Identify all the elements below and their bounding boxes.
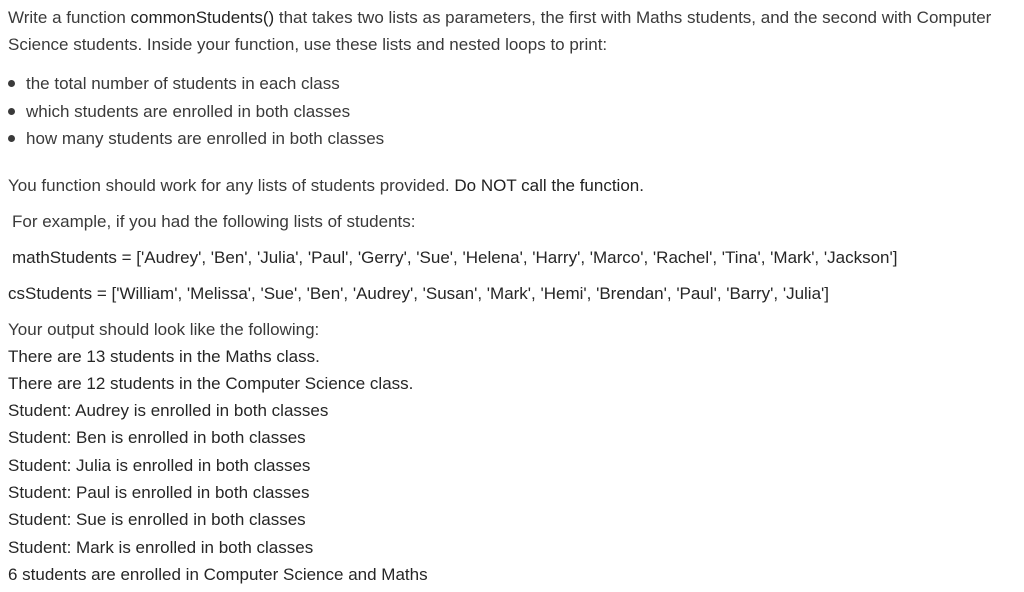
bullet-icon: [8, 108, 15, 115]
list-item-text: the total number of students in each class: [26, 74, 340, 93]
intro-paragraph: [8, 4, 1004, 58]
function-name: commonStudents(): [130, 8, 275, 27]
output-line: 6 students are enrolled in Computer Science and Maths: [8, 564, 428, 584]
intro-text-end: that takes two lists as parameters, the first with Maths students, and the second with Computer Science students. Inside your function, use these lists and nested loops to print:: [8, 8, 992, 54]
should-work-paragraph: [8, 172, 1004, 199]
output-line: Student: Julia is enrolled in both classes: [8, 455, 311, 475]
do-not-call-emphasis: Do NOT call the function.: [454, 175, 644, 195]
bullet-icon: [8, 135, 15, 142]
output-line: There are 13 students in the Maths class.: [8, 346, 320, 366]
list-item-text: how many students are enrolled in both classes: [26, 129, 385, 148]
list-item: [8, 70, 1004, 98]
list-item: [8, 98, 1004, 126]
requirements-list: [8, 70, 1004, 153]
list-item: [8, 125, 1004, 153]
output-line: Student: Sue is enrolled in both classes: [8, 510, 306, 530]
intro-text-start: Write a function: [8, 8, 131, 27]
bullet-icon: [8, 80, 15, 87]
example-intro: For example, if you had the following lists of students:: [12, 211, 416, 231]
cs-students-line: csStudents = ['William', 'Melissa', 'Sue', 'Ben', 'Audrey', 'Susan', 'Mark', 'Hemi', 'Brendan', 'Paul', 'Barry', 'Julia']: [8, 283, 830, 303]
output-line: Student: Paul is enrolled in both classes: [8, 482, 310, 502]
output-line: Student: Ben is enrolled in both classes: [8, 428, 306, 448]
output-line: Student: Audrey is enrolled in both classes: [8, 401, 329, 421]
math-students-line: mathStudents = ['Audrey', 'Ben', 'Julia', 'Paul', 'Gerry', 'Sue', 'Helena', 'Harry', 'Marco', 'Rachel', 'Tina', 'Mark', 'Jackson']: [12, 247, 898, 267]
list-item-text: which students are enrolled in both classes: [26, 101, 351, 121]
output-line: There are 12 students in the Computer Science class.: [8, 373, 414, 393]
output-line: Student: Mark is enrolled in both classes: [8, 537, 314, 557]
expected-output: [8, 343, 1004, 589]
should-work-text: You function should work for any lists of students provided.: [8, 175, 455, 195]
output-label: Your output should look like the following:: [8, 319, 320, 339]
